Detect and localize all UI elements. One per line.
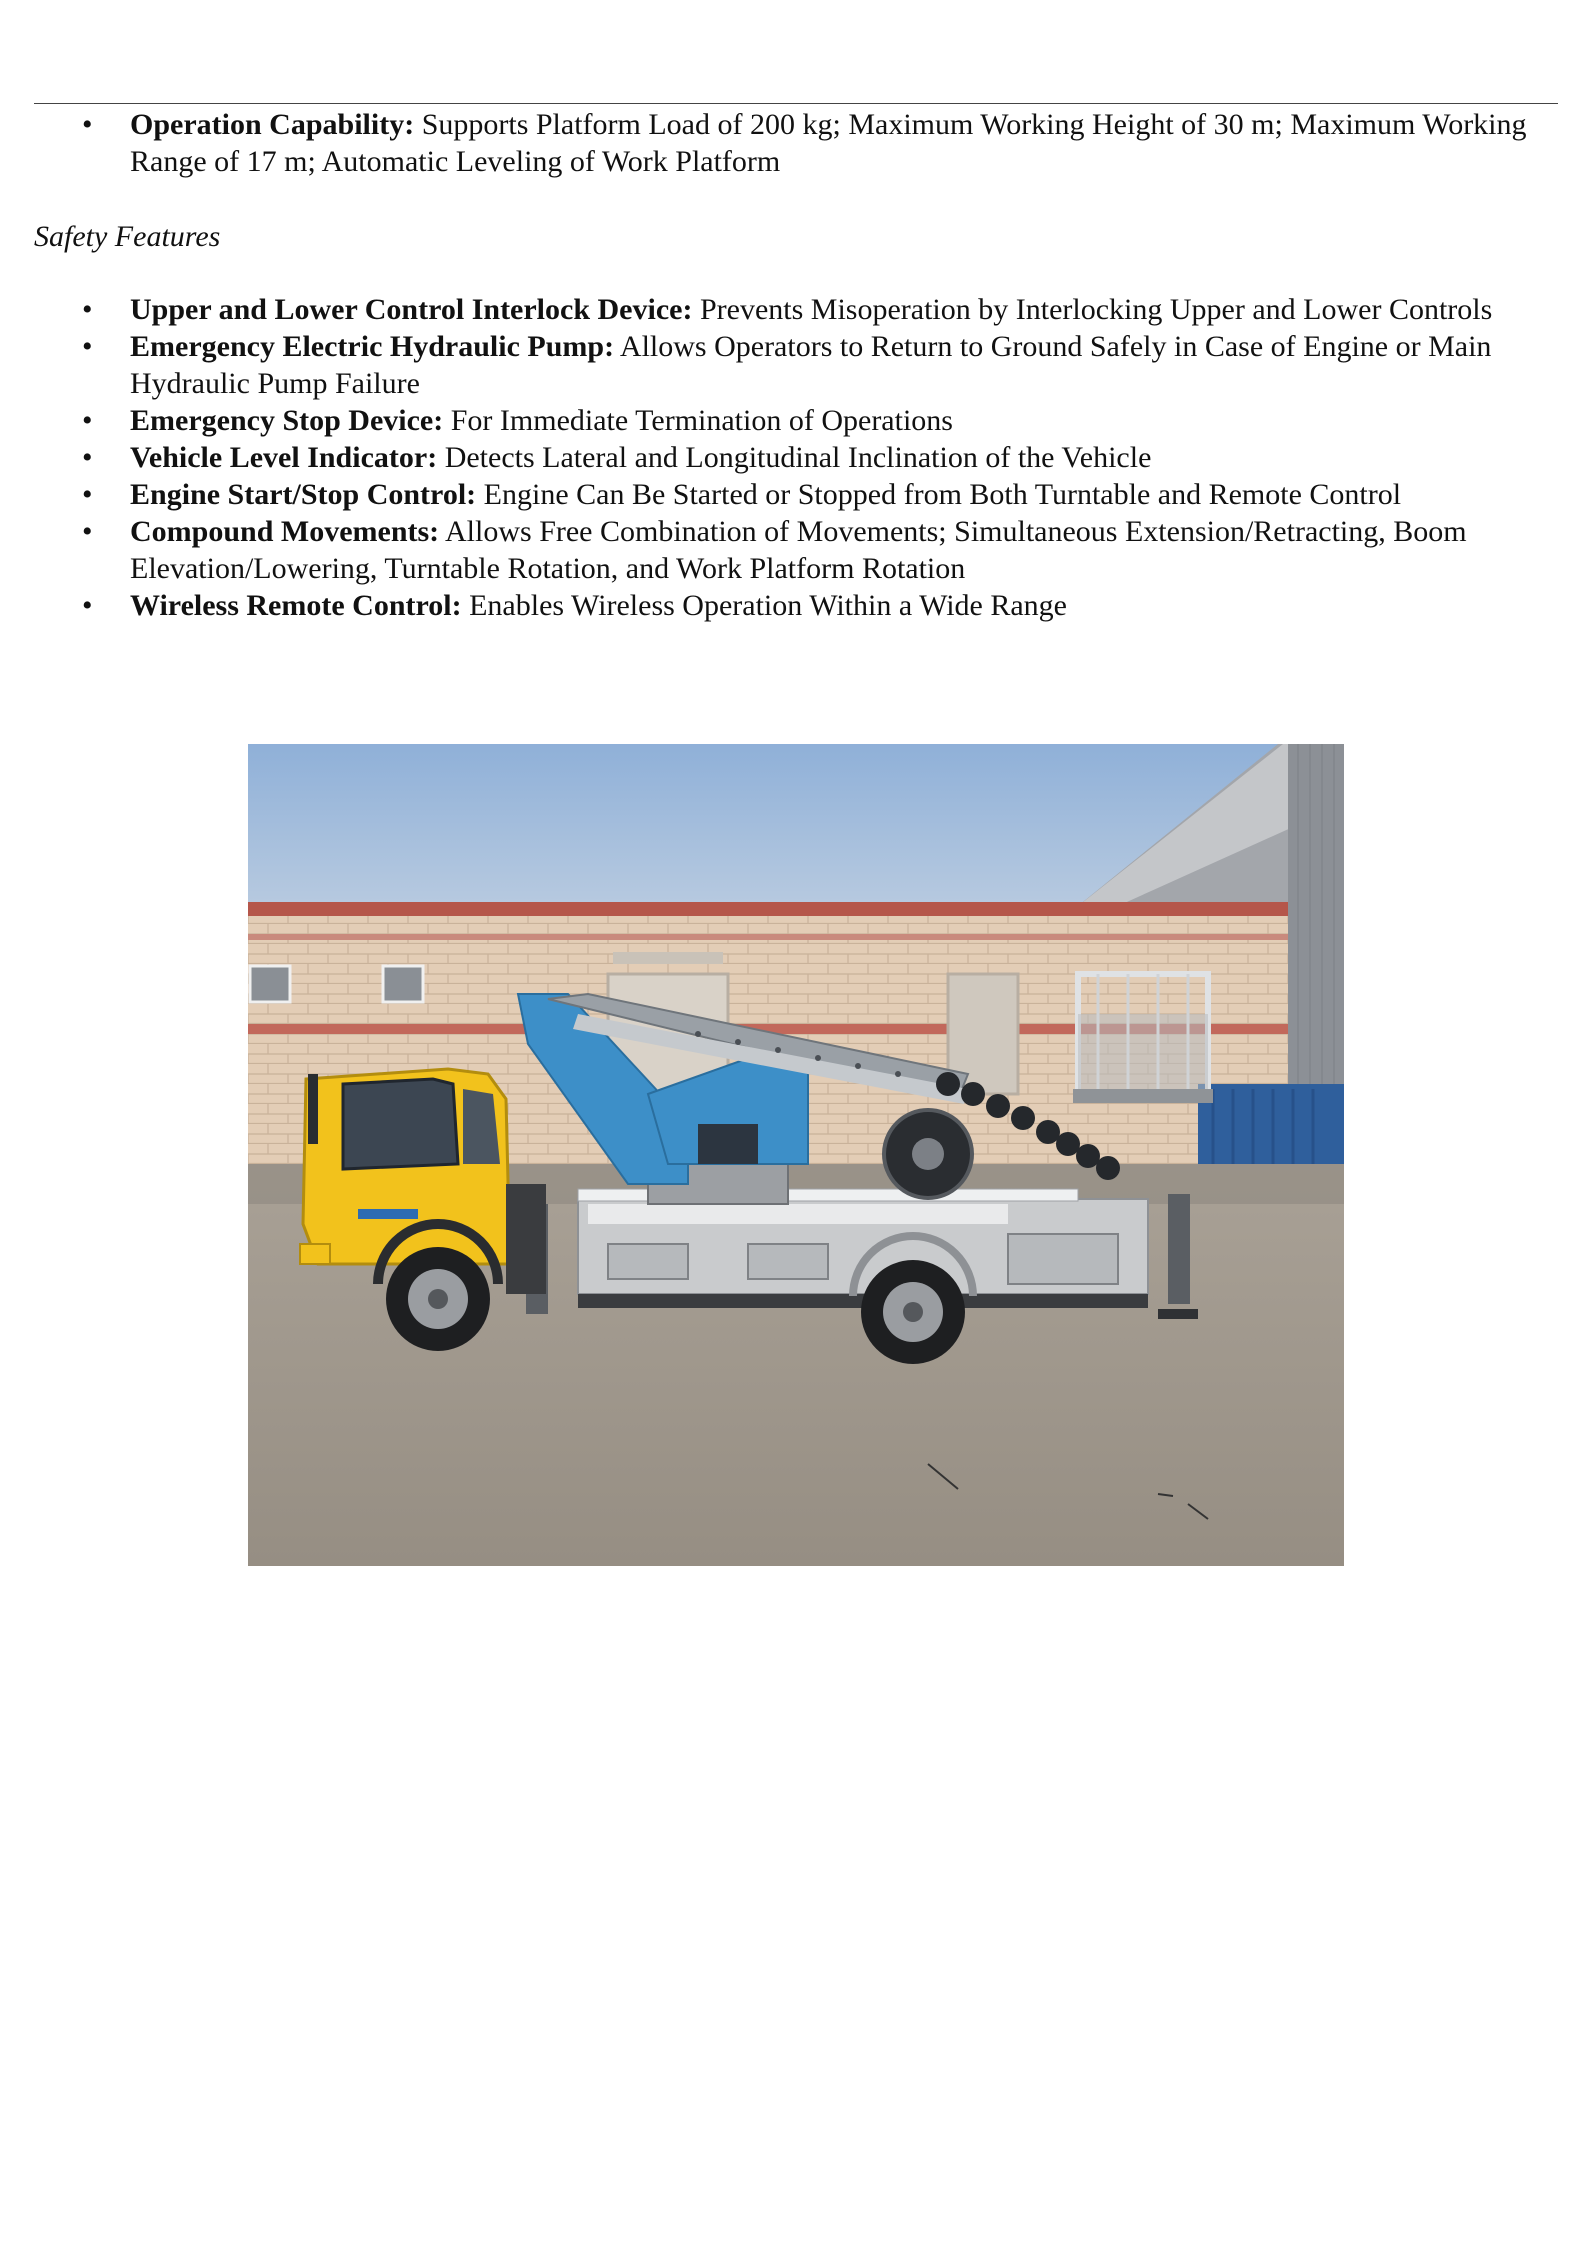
aerial-work-truck-illustration (248, 744, 1344, 1566)
item-text: Prevents Misoperation by Interlocking Upper and Lower Controls (692, 293, 1493, 326)
window (383, 966, 423, 1002)
list-item (34, 328, 1524, 402)
item-label: Emergency Stop Device: (130, 404, 444, 437)
list-item (34, 476, 1524, 513)
item-label: Wireless Remote Control: (130, 589, 462, 622)
item-text: Allows Operators to Return to Ground Safely in Case of Engine or Main Hydraulic Pump Failure (130, 330, 1492, 400)
bullet: • (82, 589, 93, 622)
storage-box (608, 1244, 688, 1279)
cab-window (343, 1079, 458, 1169)
storage-box (1008, 1234, 1118, 1284)
item-label: Upper and Lower Control Interlock Device: (130, 293, 693, 326)
list-item (34, 587, 1524, 624)
cab-logo (358, 1209, 418, 1219)
item-text: Enables Wireless Operation Within a Wide Range (461, 589, 1067, 622)
item-label: Compound Movements: (130, 515, 440, 548)
storage-box (748, 1244, 828, 1279)
bullet: • (82, 478, 93, 511)
item-text: For Immediate Termination of Operations (443, 404, 953, 437)
item-text: Detects Lateral and Longitudinal Inclination of the Vehicle (437, 441, 1152, 474)
list-item (34, 513, 1524, 587)
list-item (34, 439, 1524, 476)
item-label: Vehicle Level Indicator: (130, 441, 438, 474)
bullet: • (82, 293, 93, 326)
window (250, 966, 290, 1002)
outrigger (1168, 1194, 1190, 1304)
bullet: • (82, 441, 93, 474)
bullet: • (82, 330, 93, 363)
header-rule (34, 103, 1558, 104)
front-wheel (386, 1247, 490, 1351)
capability-list (34, 106, 1527, 180)
list-item (34, 106, 1550, 180)
rear-wheel (861, 1260, 965, 1364)
safety-features-list (34, 291, 1524, 624)
item-text: Engine Can Be Started or Stopped from Both Turntable and Remote Control (476, 478, 1402, 511)
list-item (34, 291, 1524, 328)
bullet: • (82, 515, 93, 548)
item-text: Supports Platform Load of 200 kg; Maximum Working Height of 30 m; Maximum Working Range of 17 m; Automatic Leveling of Work Platform (130, 108, 1527, 178)
truck-photo (248, 744, 1344, 1566)
list-item (34, 402, 1524, 439)
item-label: Engine Start/Stop Control: (130, 478, 477, 511)
bullet: • (82, 108, 93, 141)
item-label: Emergency Electric Hydraulic Pump: (130, 330, 615, 363)
item-text: Allows Free Combination of Movements; Simultaneous Extension/Retracting, Boom Elevation/Lowering, Turntable Rotation, and Work Platform Rotation (130, 515, 1467, 585)
item-label: Operation Capability: (130, 108, 415, 141)
section-heading-safety: Safety Features (34, 220, 221, 253)
bullet: • (82, 404, 93, 437)
side-mirror (308, 1074, 318, 1144)
